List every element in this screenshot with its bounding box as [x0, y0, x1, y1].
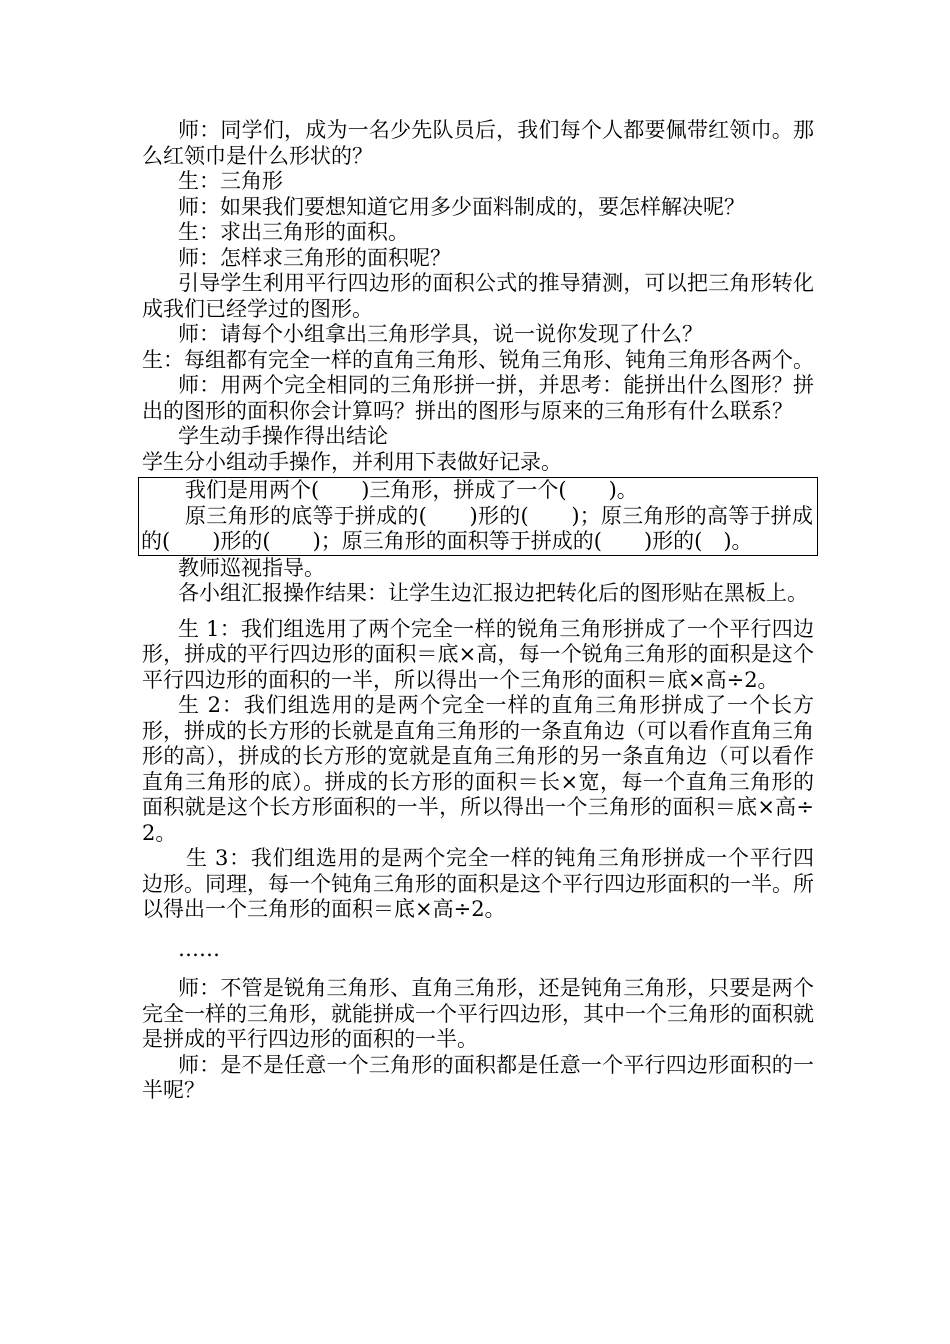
paragraph-student-answer: 生：三角形 — [178, 169, 283, 193]
paragraph-student-2: 生 2：我们组选用的是两个完全一样的直角三角形拼成了一个长方形，拼成的长方形的长就是直角三角形的一条直角边（可以看作直角三角形的高），拼成的长方形的宽就是直角三角形的另一条直角边（可以看作直角三角形的底）。拼成的长方形的面积＝长×宽，每一个直角三角形的面积就是这个长方形面积的一半，所以得出一个三角形的面积＝底×高÷2。 — [142, 693, 814, 845]
paragraph-activity: 学生分小组动手操作，并利用下表做好记录。 — [142, 449, 562, 474]
paragraph-teacher-question: 师：怎样求三角形的面积呢？ — [178, 245, 451, 270]
paragraph-student-3: 生 3：我们组选用的是两个完全一样的钝角三角形拼成一个平行四边形。同理，每一个钝角三角形的面积是这个平行四边形面积的一半。所以得出一个三角形的面积＝底×高÷2。 — [142, 846, 814, 921]
record-line: 我们是用两个( )三角形，拼成了一个( )。 — [185, 478, 638, 502]
paragraph-student-answer: 生：每组都有完全一样的直角三角形、锐角三角形、钝角三角形各两个。 — [142, 347, 814, 372]
paragraph-teacher-question: 师：如果我们要想知道它用多少面料制成的，要怎样解决呢？ — [178, 194, 745, 219]
paragraph-guidance: 引导学生利用平行四边形的面积公式的推导猜测，可以把三角形转化成我们已经学过的图形。 — [142, 271, 814, 321]
paragraph-teacher-question: 师：请每个小组拿出三角形学具，说一说你发现了什么？ — [178, 322, 703, 346]
paragraph-student-1: 生 1：我们组选用了两个完全一样的锐角三角形拼成了一个平行四边形，拼成的平行四边形的面积＝底×高，每一个锐角三角形的面积是这个平行四边形的面积的一半，所以得出一个三角形的面积＝底×高÷2。 — [142, 616, 814, 692]
ellipsis: …… — [178, 936, 220, 961]
paragraph-student-answer: 生：求出三角形的面积。 — [178, 220, 409, 244]
paragraph-teacher-question: 师：用两个完全相同的三角形拼一拼，并思考：能拼出什么图形？拼出的图形的面积你会计算吗？拼出的图形与原来的三角形有什么联系？ — [142, 373, 814, 423]
paragraph-teacher-question: 师：同学们，成为一名少先队员后，我们每个人都要佩带红领巾。那么红领巾是什么形状的？ — [142, 118, 814, 168]
record-line: 原三角形的底等于拼成的( )形的( )；原三角形的高等于拼成的( )形的( )；原三角形的面积等于拼成的( )形的( )。 — [141, 503, 813, 553]
paragraph-teacher-note: 教师巡视指导。 — [178, 555, 325, 580]
paragraph-activity: 学生动手操作得出结论 — [178, 424, 388, 448]
record-table-box — [138, 477, 818, 556]
document-body — [142, 118, 814, 1104]
paragraph-report: 各小组汇报操作结果：让学生边汇报边把转化后的图形贴在黑板上。 — [178, 581, 808, 605]
paragraph-teacher-question: 师：是不是任意一个三角形的面积都是任意一个平行四边形面积的一半呢？ — [142, 1052, 814, 1102]
paragraph-teacher-summary: 师：不管是锐角三角形、直角三角形，还是钝角三角形，只要是两个完全一样的三角形，就能拼成一个平行四边形，其中一个三角形的面积就是拼成的平行四边形的面积的一半。 — [142, 976, 814, 1051]
